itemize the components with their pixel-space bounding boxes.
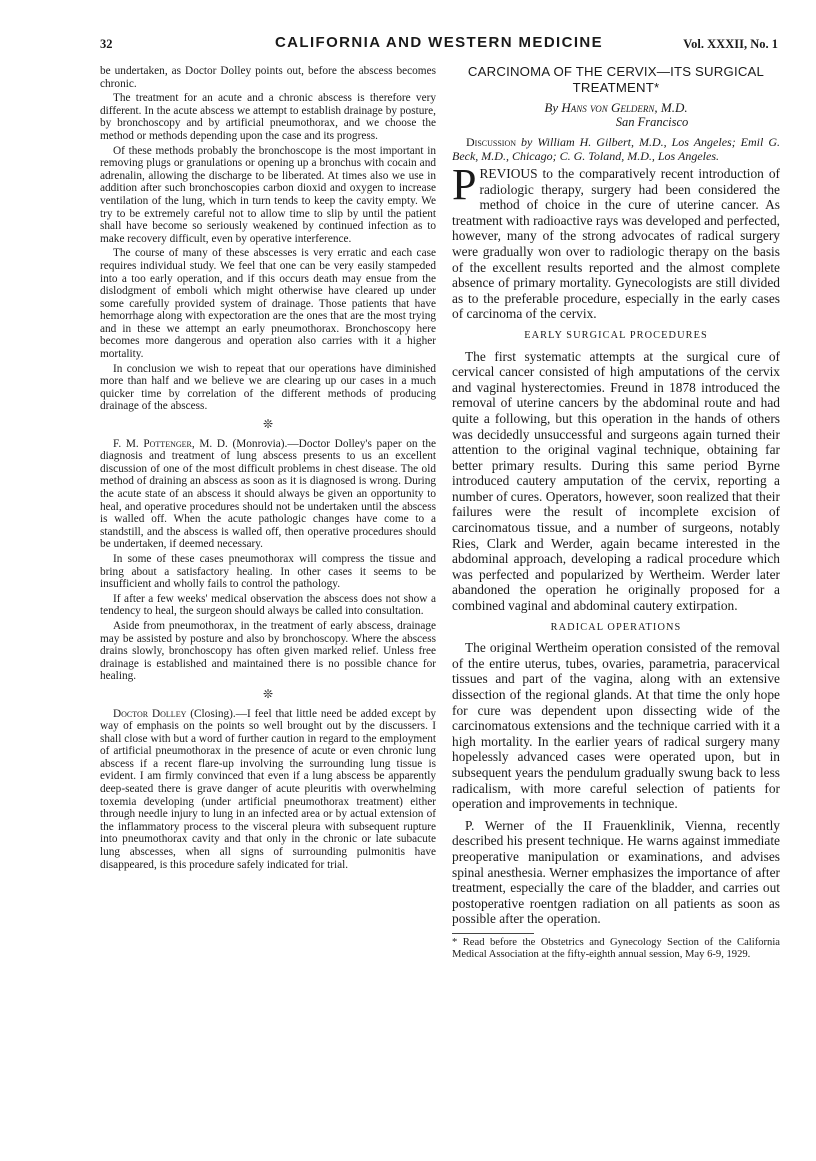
page-number: 32 (100, 37, 113, 51)
journal-title: CALIFORNIA AND WESTERN MEDICINE (274, 34, 604, 51)
section-heading: EARLY SURGICAL PROCEDURES (524, 329, 708, 341)
paragraph: be undertaken, as Doctor Dolley points out, before the abscess becomes chronic. (100, 65, 436, 90)
discussion-note (452, 135, 780, 163)
paragraph: The treatment for an acute and a chronic abscess is therefore very different. In the acute abscess we attempt to establish drainage by posture, by bronchoscopy and by artificial pneumothorax, and we choose the method or methods depending upon the case and its progress. (100, 92, 436, 142)
paragraph: If after a few weeks' medical observation the abscess does not show a tendency to heal, the surgeon should always be called into consultation. (100, 592, 436, 618)
author-affiliation: San Francisco (615, 115, 689, 129)
intro-text: REVIOUS to the comparatively recent introduction of radiologic therapy, surgery had been considered the method of choice in the cure of uterine cancer. As treatment with radioactive rays was developed and perfected, however, many of the strong advocates of radical surgery were gradually won over to radiologic therapy on the basis of the excellent results reported and the almost complete absence of primary mortality. Gynecologists are still divided as to the preferable procedure, especially in the early cases of carcinoma of the cervix. (452, 166, 780, 322)
discussion-text: (Closing).—I feel that little need be added except by way of emphasis on the points so well brought out by the discussers. I shall close with but a word of further caution in regard to the employment of artificial pneumothorax in the presence of acute or even chronic lung abscess if a recent flare-up involving the surrounding lung tissue is evident. I am firmly convinced that even if a lung abscess be apparently deep-seated there is grave danger of acute pleuritis with overwhelming toxemia developing (under artificial pneumothorax treatment) either through needle injury to lung in an infected area or by actual extension of the inflammatory process to the visceral pleura with subsequent rupture into pneumothorax cavity and that only in the chronic or late subacute lung abscesses, when all signs of surrounding pulmonitis have disappeared, is this procedure safely indicated for trial. (100, 707, 437, 871)
author-name: Hans von Geldern, M.D. (561, 100, 688, 115)
paragraph: Of these methods probably the bronchoscope is the most important in removing plugs or granulations or opening up a bronchus with cocain and adrenalin, allowing the discharge to be liberated. At times also we use in addition after such bronchoscopies carbon dioxid and oxygen to increase ventilation of the lung, which in turn tends to keep the cavity empty. We try to be extremely careful not to allow time to slip by until the patient shall have become so seriously weakened by continued infection as to make recovery difficult, even by operative interference. (100, 144, 436, 245)
footnote: * Read before the Obstetrics and Gynecology Section of the California Medical Association at the fifty-eighth annual session, May 6-9, 1929. (452, 936, 780, 960)
paragraph: The original Wertheim operation consisted of the removal of the entire uterus, tubes, ovaries, parametria, paracervical tissues and part of the vagina, along with an extensive dissection of the regional glands. At that time the only hope for cure was dependent upon dissecting wide of the carcinomatous extensions and the technique carried with it a high mortality. In the earlier years of radical surgery many hopelessly advanced cases were operated upon, but in subsequent years the pendulum gradually swung back to less radicalism, with more careful selection of patients for operation and improvements in technique. (452, 640, 780, 812)
discussion-text: (Monrovia).—Doctor Dolley's paper on the diagnosis and treatment of lung abscess presents to us an excellent discussion of one of the most difficult problems in chest disease. The old method of draining an abscess as soon as it is diagnosed is wrong. During the acute state of an abscess it should always be given an opportunity to heal, and operative procedures should not be undertaken until the abscess is walled off. When the acute pathologic changes have come to a standstill, and the abscess is walled off, then operative procedures should be undertaken, if deemed necessary. (100, 437, 436, 551)
volume-issue: Vol. XXXII, No. 1 (683, 37, 778, 51)
paragraph: The first systematic attempts at the surgical cure of cervical cancer consisted of high amputations of the cervix and vaginal hysterectomies. Freund in 1878 introduced the removal of uterine cancers by the abdominal route and had quite a following, but this operation in the hands of others was decidedly unsuccessful and surgeons again turned their attention to the original vaginal technique, obtaining far better primary results. During this same period Byrne introduced cautery amputation of the cervix, reporting a number of cures. Operators, however, soon realized that their failures were the result of incomplete excision of carcinomatous tissue, and a number of surgeons, notably Ries, Clark and Werder, again became interested in the abdominal approach, developing a radical procedure which was perfected and popularized by Wertheim. Werder later abandoned the operation he originally proposed for a combined vaginal and abdominal cautery extirpation. (452, 348, 780, 614)
discussion-dolley (100, 708, 436, 872)
discussion-pottenger (100, 438, 436, 551)
right-column (452, 65, 780, 960)
discussant-name: Doctor Dolley (113, 707, 187, 720)
discussion-participants: by William H. Gilbert, M.D., Los Angeles; Emil G. Beck, M.D., Chicago; C. G. Toland, M.D., Los Angeles. (452, 135, 780, 163)
paragraph: In conclusion we wish to repeat that our operations have diminished more than half and we believe we are clearing up our cases in a much quicker time by correlation of the different methods of producing drainage of the abscess. (100, 362, 436, 413)
section-separator-icon: ❊ (262, 417, 274, 432)
paragraph: P. Werner of the II Frauenklinik, Vienna, recently described his present technique. He warns against immediate preoperative manipulation or examinations, and advises spinal anesthesia. Werner emphasizes the importance of after treatment, especially the care of the bladder, and carries out postoperative roentgen radiation on all patients as soon as possible after the operation. (452, 817, 780, 927)
section-separator-icon: ❊ (262, 686, 274, 701)
byline-prefix: By (544, 100, 562, 115)
byline (452, 100, 780, 115)
paragraph: The course of many of these abscesses is very erratic and each case requires individual study. We feel that one can be very easily stampeded into a too early operation, and if this occurs death may ensue from the dislodgment of emboli which might otherwise have cleared up under some carefully provided system of drainage. Those patients that have hemorrhage along with expectoration are the ones that are the most trying and in these we attempt an early pneumothorax. Bronchoscopy here becomes more dangerous and operation also carries with it a higher mortality. (100, 247, 436, 361)
discussion-label: Discussion (466, 135, 517, 149)
footnote-rule (452, 933, 534, 934)
paragraph: Aside from pneumothorax, in the treatment of early abscess, drainage may be assisted by posture and also by bronchoscopy. Where the abscess drains slowly, bronchoscopy has often given marked relief. Unless free drainage is established and maintained there is no possible chance for healing. (100, 619, 436, 683)
intro-paragraph (452, 160, 780, 322)
page-header (100, 36, 778, 54)
discussant-name: F. M. Pottenger, M. D. (113, 437, 228, 450)
paragraph: In some of these cases pneumothorax will compress the tissue and bring about a satisfactory healing. In other cases it seems to be insufficient and wholly fails to control the pathology. (100, 552, 436, 591)
left-column (100, 65, 436, 873)
article-title: CARCINOMA OF THE CERVIX—ITS SURGICAL TREATMENT* (467, 64, 765, 95)
drop-cap: P (452, 160, 477, 209)
section-heading: RADICAL OPERATIONS (550, 621, 682, 633)
